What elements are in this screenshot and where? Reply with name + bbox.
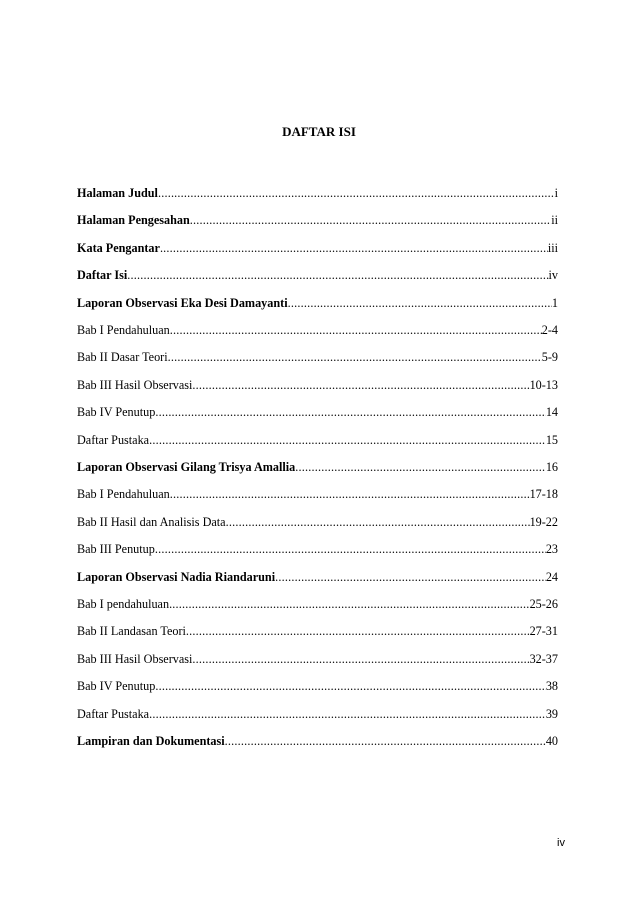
leader-dots xyxy=(226,514,530,530)
leader-dots xyxy=(155,404,545,420)
toc-entry-page: 23 xyxy=(545,542,558,557)
toc-entry xyxy=(77,432,558,448)
toc-entry-page: 14 xyxy=(545,405,558,420)
leader-dots xyxy=(192,377,529,393)
toc-entry-label: Halaman Pengesahan xyxy=(77,213,190,228)
toc-entry-page: 24 xyxy=(545,569,558,584)
page-number: iv xyxy=(557,837,565,849)
toc-entry-page: iv xyxy=(548,268,558,283)
toc-entry xyxy=(77,733,558,749)
leader-dots xyxy=(186,623,530,639)
toc-entry-label: Bab II Landasan Teori xyxy=(77,624,186,639)
toc-entry-label: Bab II Dasar Teori xyxy=(77,350,168,365)
toc-entry-label: Laporan Observasi Gilang Trisya Amallia xyxy=(77,460,296,474)
leader-dots xyxy=(169,596,530,612)
toc-entry xyxy=(77,623,558,639)
toc-entry xyxy=(77,212,558,228)
toc-entry-page: 25-26 xyxy=(529,597,558,611)
leader-dots xyxy=(295,459,546,475)
toc-entry xyxy=(77,706,558,722)
toc-entry-page: 15 xyxy=(545,432,558,447)
toc-entry-label: Laporan Observasi Nadia Riandaruni xyxy=(77,569,276,584)
leader-dots xyxy=(155,678,545,694)
toc-entry xyxy=(77,185,558,201)
leader-dots xyxy=(149,706,546,722)
toc-entry xyxy=(77,651,558,667)
toc-entry-page: 17-18 xyxy=(529,487,558,502)
toc-entry-label: Daftar Isi xyxy=(77,268,128,283)
toc-entry-label: Bab I pendahuluan xyxy=(77,597,170,611)
toc-entry-label: Bab III Penutup xyxy=(77,542,155,557)
toc-entry-label: Bab IV Penutup xyxy=(77,679,156,694)
toc-entry-label: Laporan Observasi Eka Desi Damayanti xyxy=(77,295,288,310)
toc-entry-label: Bab II Hasil dan Analisis Data xyxy=(77,514,226,529)
leader-dots xyxy=(225,733,546,749)
toc-entry-label: Bab III Hasil Observasi xyxy=(77,651,193,666)
leader-dots xyxy=(288,295,552,311)
toc-entry-label: Daftar Pustaka xyxy=(77,706,150,721)
toc-entry-label: Bab IV Penutup xyxy=(77,405,156,420)
toc-entry xyxy=(77,569,558,585)
toc-entry-page: ii xyxy=(551,213,558,228)
leader-dots xyxy=(158,185,555,201)
page-title: DAFTAR ISI xyxy=(282,124,356,139)
leader-dots xyxy=(170,322,542,338)
toc-entry xyxy=(77,459,558,475)
toc-entry xyxy=(77,267,558,283)
toc-entry xyxy=(77,240,558,256)
toc-entry-page: 27-31 xyxy=(529,624,558,639)
toc-entry xyxy=(77,295,558,311)
toc-entry-page: i xyxy=(554,186,558,200)
toc-entry xyxy=(77,322,558,338)
toc-entry-label: Halaman Judul xyxy=(77,186,158,200)
toc-entry-label: Kata Pengantar xyxy=(77,240,160,255)
toc-entry-label: Daftar Pustaka xyxy=(77,432,150,447)
toc-entry xyxy=(77,541,558,557)
toc-entry xyxy=(77,404,558,420)
toc-entry-page: 40 xyxy=(545,734,558,748)
toc-entry-label: Bab III Hasil Observasi xyxy=(77,377,193,392)
leader-dots xyxy=(190,212,551,228)
toc-entry-page: 2-4 xyxy=(541,323,558,337)
leader-dots xyxy=(275,569,546,585)
toc-entry xyxy=(77,514,558,530)
leader-dots xyxy=(168,349,542,365)
toc-entry xyxy=(77,596,558,612)
toc-entry-label: Bab I Pendahuluan xyxy=(77,487,170,502)
toc-entry-page: 5-9 xyxy=(541,350,558,365)
leader-dots xyxy=(155,541,546,557)
toc-entry xyxy=(77,377,558,393)
toc-entry-page: 16 xyxy=(545,460,558,474)
toc-entry-page: 10-13 xyxy=(529,377,558,392)
toc-entry-label: Lampiran dan Dokumentasi xyxy=(77,734,225,748)
toc-entry-page: 39 xyxy=(545,706,558,721)
toc-entry-page: 1 xyxy=(551,295,558,310)
toc-entry xyxy=(77,349,558,365)
leader-dots xyxy=(170,486,530,502)
leader-dots xyxy=(192,651,529,667)
toc-entry xyxy=(77,678,558,694)
toc-entry-page: 32-37 xyxy=(529,651,558,666)
leader-dots xyxy=(160,240,548,256)
toc-entry-label: Bab I Pendahuluan xyxy=(77,323,170,337)
leader-dots xyxy=(149,432,546,448)
toc-entry-page: 19-22 xyxy=(529,514,558,529)
toc-entry-page: 38 xyxy=(545,679,558,694)
toc-entry xyxy=(77,486,558,502)
toc-entry-page: iii xyxy=(547,240,558,255)
leader-dots xyxy=(127,267,548,283)
